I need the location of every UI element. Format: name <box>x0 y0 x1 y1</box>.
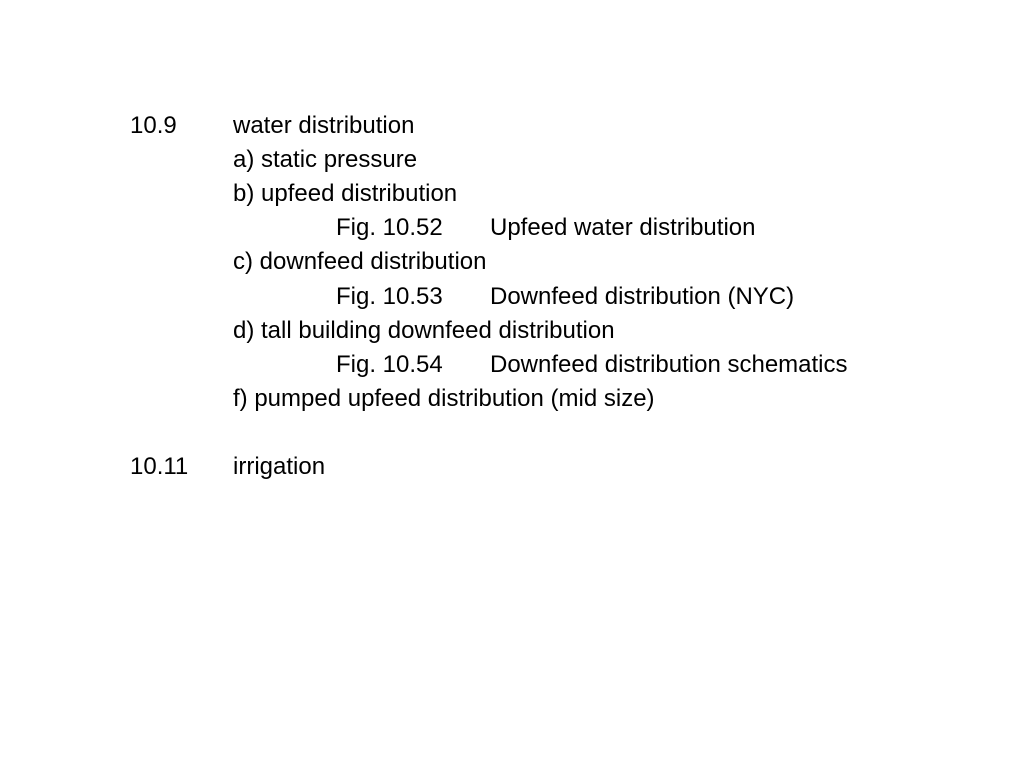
list-item-tall-building: d) tall building downfeed distribution <box>233 317 615 344</box>
section-number: 10.11 <box>130 453 189 480</box>
figure-title: Downfeed distribution (NYC) <box>490 283 795 310</box>
section-title: water distribution <box>233 112 415 139</box>
list-item-static-pressure: a) static pressure <box>233 146 418 173</box>
list-item-downfeed: c) downfeed distribution <box>233 248 487 275</box>
figure-title: Upfeed water distribution <box>490 214 756 241</box>
section-number: 10.9 <box>130 112 177 139</box>
list-item-upfeed: b) upfeed distribution <box>233 180 458 207</box>
figure-ref: Fig. 10.52 <box>336 214 443 241</box>
figure-title: Downfeed distribution schematics <box>490 351 848 378</box>
list-item-pumped-upfeed: f) pumped upfeed distribution (mid size) <box>233 385 655 412</box>
figure-ref: Fig. 10.53 <box>336 283 443 310</box>
figure-ref: Fig. 10.54 <box>336 351 443 378</box>
section-title: irrigation <box>233 453 326 480</box>
